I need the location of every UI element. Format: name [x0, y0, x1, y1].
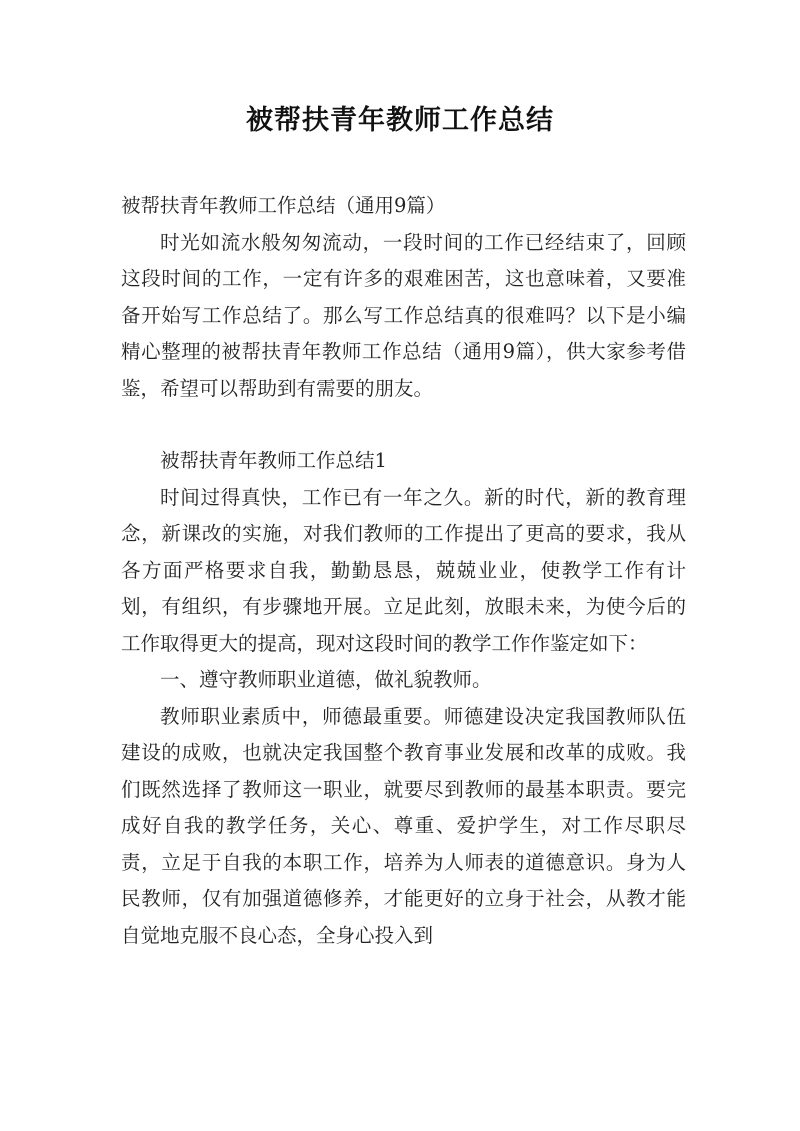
point-heading: 一、遵守教师职业道德，做礼貌教师。 [160, 668, 492, 691]
paragraph-gap [121, 407, 686, 443]
document-body [121, 188, 686, 954]
body-paragraph: 教师职业素质中，师德最重要。师德建设决定我国教师队伍建设的成败，也就决定我国整个教育事业发展和改革的成败。我们既然选择了教师这一职业，就要尽到教师的最基本职责。要完成好自我的教学任务，关心、尊重、爱护学生，对工作尽职尽责，立足于自我的本职工作，培养为人师表的道德意识。身为人民教师，仅有加强道德修养，才能更好的立身于社会，从教才能自觉地克服不良心态，全身心投入到 [121, 704, 686, 947]
section-heading: 被帮扶青年教师工作总结1 [160, 449, 387, 472]
document-subtitle: 被帮扶青年教师工作总结（通用9篇） [121, 194, 446, 217]
body-paragraph: 时间过得真快，工作已有一年之久。新的时代，新的教育理念，新课改的实施，对我们教师的工作提出了更高的要求，我从各方面严格要求自我，勤勤恳恳，兢兢业业，使教学工作有计划，有组织，有步骤地开展。立足此刻，放眼未来，为使今后的工作取得更大的提高，现对这段时间的教学工作作鉴定如下： [121, 485, 686, 655]
intro-paragraph: 时光如流水般匆匆流动，一段时间的工作已经结束了，回顾这段时间的工作，一定有许多的艰难困苦，这也意味着，又要准备开始写工作总结了。那么写工作总结真的很难吗？以下是小编精心整理的被帮扶青年教师工作总结（通用9篇），供大家参考借鉴，希望可以帮助到有需要的朋友。 [121, 230, 686, 400]
document-title: 被帮扶青年教师工作总结 [246, 105, 554, 136]
